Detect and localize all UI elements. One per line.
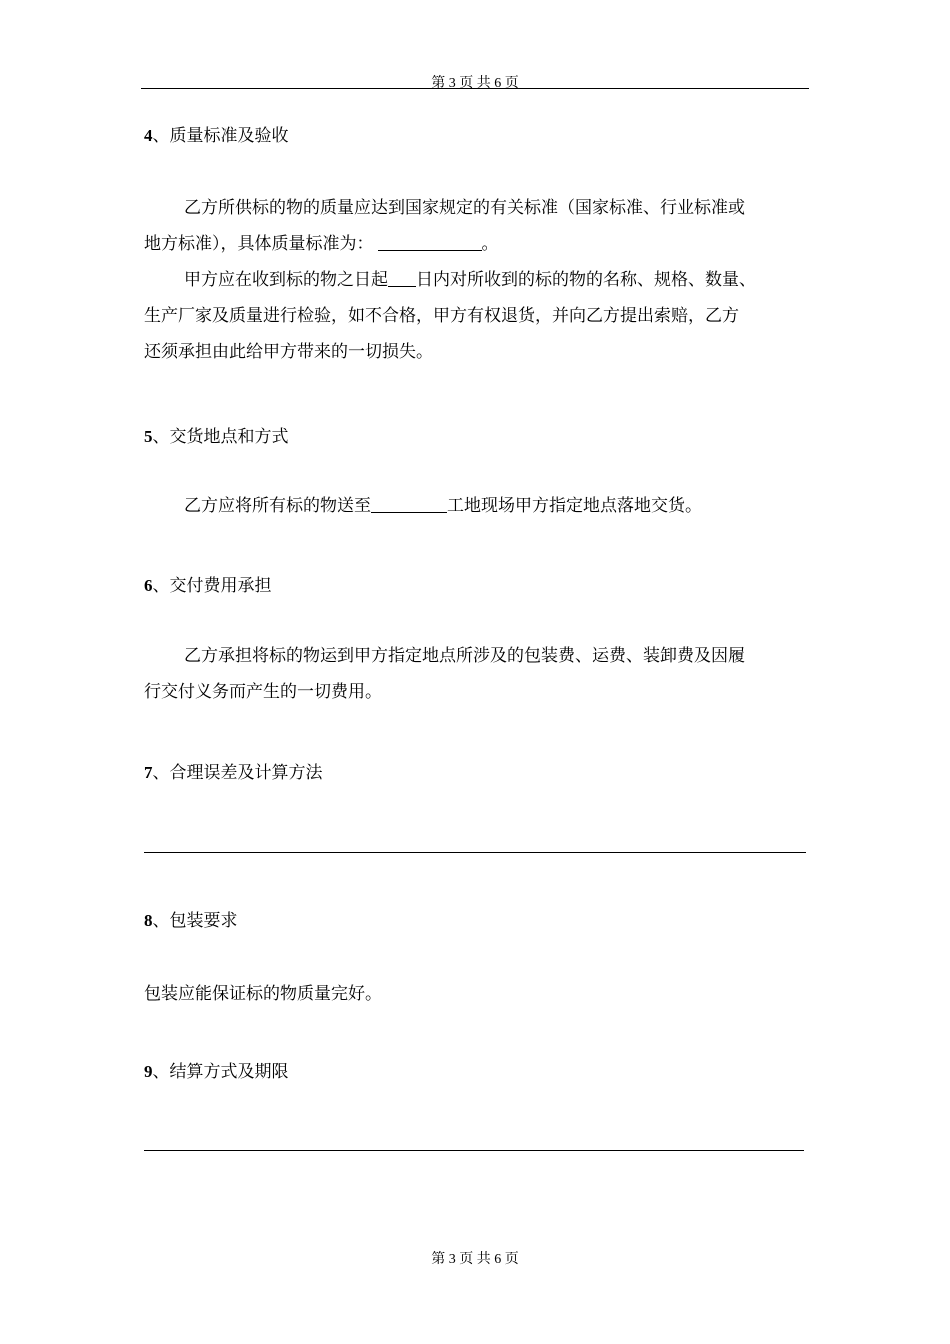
- error-method-fill-line[interactable]: [144, 852, 806, 853]
- line-text: 乙方应将所有标的物送至: [184, 496, 371, 516]
- section-heading-9: [144, 1057, 289, 1082]
- paragraph-line: 还须承担由此给甲方带来的一切损失。: [144, 342, 433, 362]
- section-title: 、交付费用承担: [152, 576, 272, 596]
- inspection-days-blank[interactable]: [388, 269, 416, 287]
- section-number: 6: [144, 576, 153, 595]
- section-heading-6: [144, 571, 272, 596]
- page-footer: 第 3 页 共 6 页: [431, 1252, 519, 1267]
- section-heading-5: [144, 422, 289, 447]
- section-number: 4: [144, 126, 153, 145]
- paragraph-line: 生产厂家及质量进行检验，如不合格，甲方有权退货，并向乙方提出索赔，乙方: [144, 306, 739, 326]
- line-text: 甲方应在收到标的物之日起: [184, 270, 388, 290]
- paragraph-line: 包装应能保证标的物质量完好。: [144, 984, 382, 1004]
- line-text: 日内对所收到的标的物的名称、规格、数量、: [416, 270, 756, 290]
- header-divider: [141, 88, 809, 89]
- delivery-site-blank[interactable]: [371, 495, 447, 513]
- section-heading-7: [144, 758, 323, 783]
- section-title: 、交货地点和方式: [152, 427, 289, 447]
- settlement-fill-line[interactable]: [144, 1150, 804, 1151]
- paragraph-line: 乙方承担将标的物运到甲方指定地点所涉及的包装费、运费、装卸费及因履: [184, 646, 745, 666]
- section-heading-8: [144, 906, 238, 931]
- section-heading-4: [144, 121, 289, 146]
- section-number: 8: [144, 911, 153, 930]
- quality-standard-blank[interactable]: [378, 233, 482, 251]
- line-text: 地方标准），具体质量标准为：: [144, 234, 374, 254]
- section-title: 、结算方式及期限: [152, 1062, 289, 1082]
- page-header: 第 3 页 共 6 页: [431, 76, 519, 91]
- section-title: 、包装要求: [152, 911, 238, 931]
- section-8-paragraph-1: [144, 976, 382, 1012]
- paragraph-line: 乙方所供标的物的质量应达到国家规定的有关标准（国家标准、行业标准或: [184, 198, 745, 218]
- section-number: 9: [144, 1062, 153, 1081]
- paragraph-line: 行交付义务而产生的一切费用。: [144, 682, 382, 702]
- paragraph-line: [144, 488, 702, 524]
- line-text: 工地现场甲方指定地点落地交货。: [447, 496, 702, 516]
- section-title: 、质量标准及验收: [152, 126, 289, 146]
- paragraph-line: [144, 262, 756, 298]
- line-text: 。: [481, 234, 499, 254]
- section-number: 5: [144, 427, 153, 446]
- section-number: 7: [144, 763, 153, 782]
- paragraph-line: [144, 226, 756, 262]
- section-title: 、合理误差及计算方法: [152, 763, 323, 783]
- section-4-paragraph-1: [144, 190, 756, 370]
- section-6-paragraph-1: [144, 638, 745, 710]
- section-5-paragraph-1: [144, 488, 702, 524]
